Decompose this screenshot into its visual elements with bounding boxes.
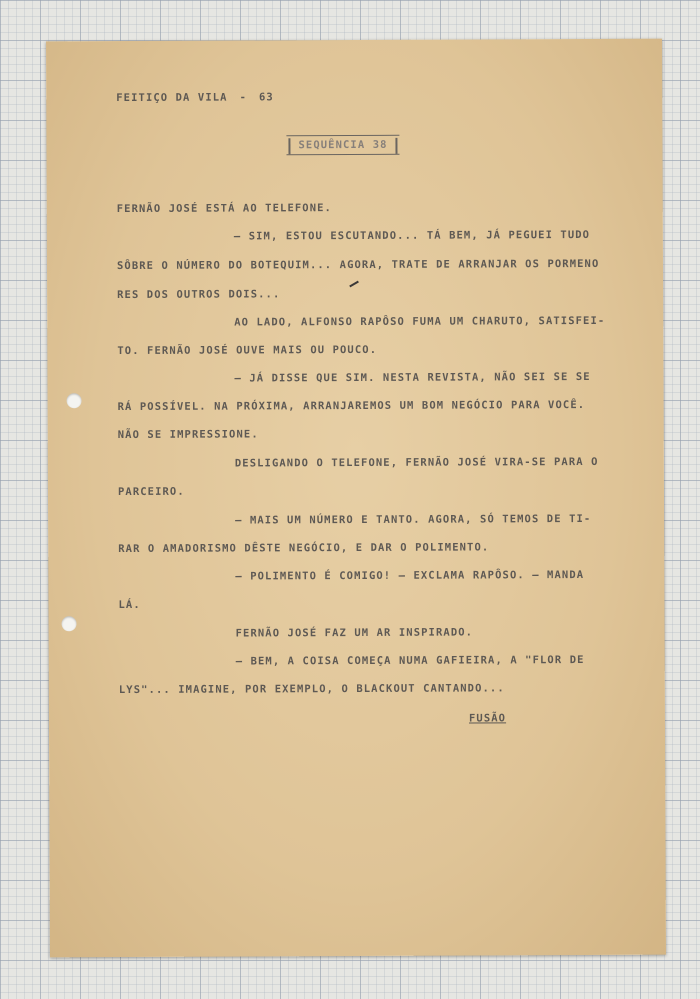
header-separator: -: [239, 91, 248, 104]
transition-label: FUSÃO: [468, 712, 507, 725]
script-line: RÁ POSSÍVEL. NA PRÓXIMA, ARRANJAREMOS UM BOM NEGÓCIO PARA VOCÊ.: [117, 398, 586, 414]
script-line: PARCEIRO.: [117, 485, 185, 499]
pen-mark: [349, 281, 359, 288]
script-line: — POLIMENTO É COMIGO! — EXCLAMA RAPÔSO. — MANDA: [235, 569, 585, 583]
script-line: FERNÃO JOSÉ ESTÁ AO TELEFONE.: [116, 202, 332, 216]
script-line: — SIM, ESTOU ESCUTANDO... TÁ BEM, JÁ PEGUEI TUDO: [233, 228, 591, 243]
sequence-box: [286, 135, 399, 155]
script-line: FERNÃO JOSÉ FAZ UM AR INSPIRADO.: [235, 626, 474, 640]
typewritten-sheet: [46, 39, 666, 958]
script-line: DESLIGANDO O TELEFONE, FERNÃO JOSÉ VIRA-SE PARA O: [234, 455, 599, 470]
script-line: LÁ.: [118, 598, 141, 612]
script-title: FEITIÇO DA VILA: [116, 91, 228, 105]
script-line: LYS"... IMAGINE, POR EXEMPLO, O BLACKOUT CANTANDO...: [118, 682, 505, 697]
script-line: SÔBRE O NÚMERO DO BOTEQUIM... AGORA, TRATE DE ARRANJAR OS PORMENO: [116, 257, 600, 273]
script-line: — MAIS UM NÚMERO E TANTO. AGORA, SÓ TEMOS DE TI-: [235, 512, 592, 527]
script-line: RAR O AMADORISMO DÊSTE NEGÓCIO, E DAR O POLIMENTO.: [118, 541, 490, 556]
page-number: 63: [258, 91, 274, 104]
script-line: — JÁ DISSE QUE SIM. NESTA REVISTA, NÃO SEI SE SE: [234, 370, 591, 385]
punch-hole: [67, 393, 82, 408]
script-line: NÃO SE IMPRESSIONE.: [117, 428, 259, 442]
sequence-label: SEQUÊNCIA 38: [298, 138, 388, 152]
script-line: AO LADO, ALFONSO RAPÔSO FUMA UM CHARUTO, SATISFEI-: [234, 314, 606, 329]
script-line: RES DOS OUTROS DOIS...: [117, 288, 281, 302]
script-line: TO. FERNÃO JOSÉ OUVE MAIS OU POUCO.: [117, 343, 378, 358]
page-header: [116, 91, 274, 104]
punch-hole: [62, 616, 77, 631]
script-line: — BEM, A COISA COMEÇA NUMA GAFIEIRA, A "FLOR DE: [235, 654, 585, 668]
